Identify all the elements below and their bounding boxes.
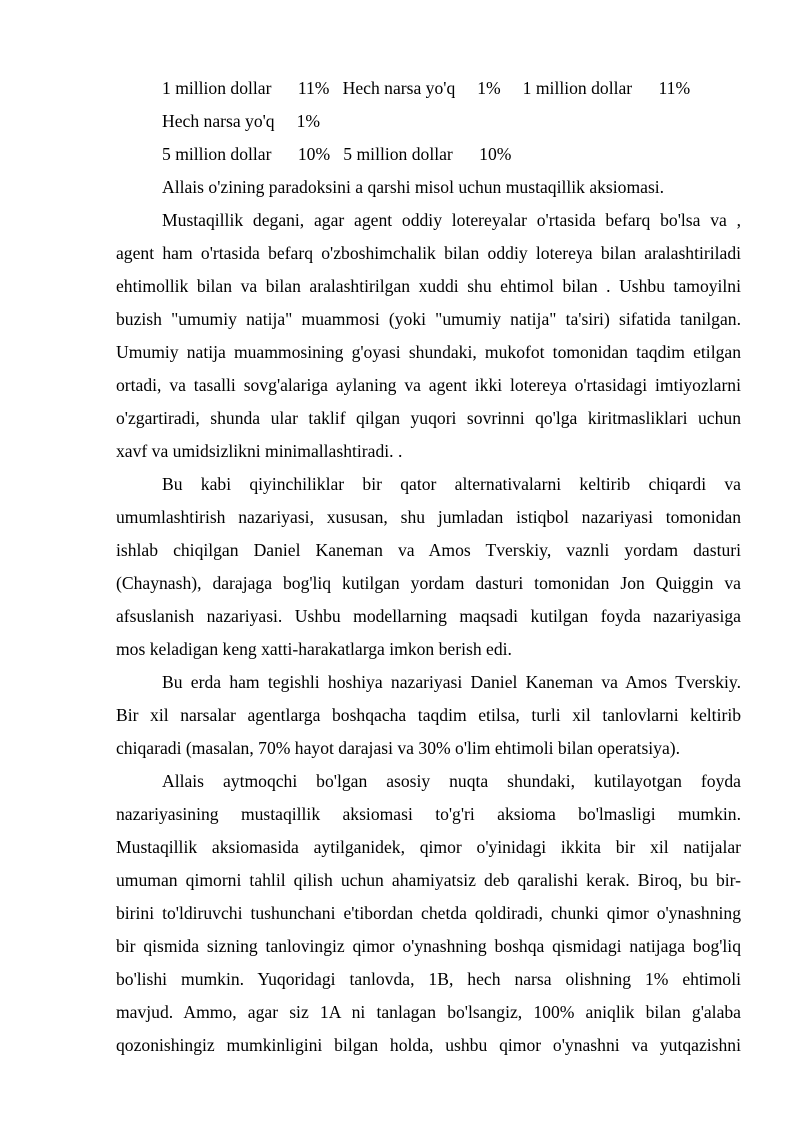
paragraph-line: nazariyasining mustaqillik aksiomasi to'g'ri aksioma bo'lmasligi mumkin. (116, 804, 741, 824)
paragraph-line: xavf va umidsizlikni minimallashtiradi. . (116, 441, 403, 461)
paragraph-line: buzish "umumiy natija" muammosi (yoki "umumiy natija" ta'siri) sifatida tanilgan. (116, 309, 741, 329)
paragraph-line: Bu erda ham tegishli hoshiya nazariyasi Daniel Kaneman va Amos Tverskiy. (162, 672, 741, 692)
paragraph-line: Mustaqillik aksiomasida aytilganidek, qimor o'yinidagi ikkita bir xil natijalar (116, 837, 741, 857)
paragraph-line: bo'lishi mumkin. Yuqoridagi tanlovda, 1B, hech narsa olishning 1% ehtimoli (116, 969, 741, 989)
paragraph-line: chiqaradi (masalan, 70% hayot darajasi va 30% o'lim ehtimoli bilan operatsiya). (116, 738, 681, 758)
paragraph-line: o'zgartiradi, shunda ular taklif qilgan yuqori sovrinni qo'lga kiritmasliklari uchun (116, 408, 741, 428)
paragraph-line: mos keladigan keng xatti-harakatlarga imkon berish edi. (116, 639, 512, 659)
paragraph-line: (Chaynash), darajaga bog'liq kutilgan yordam dasturi tomonidan Jon Quiggin va (116, 573, 741, 593)
paragraph-line: umuman qimorni tahlil qilish uchun ahamiyatsiz deb qaralishi kerak. Biroq, bu bir- (116, 870, 741, 890)
paragraph-line: Mustaqillik degani, agar agent oddiy lotereyalar o'rtasida befarq bo'lsa va , (162, 210, 741, 230)
table-row-1: 1 million dollar 11% Hech narsa yo'q 1% 1 million dollar 11% (162, 78, 691, 98)
paragraph-line: Allais aytmoqchi bo'lgan asosiy nuqta shundaki, kutilayotgan foyda (162, 771, 741, 791)
paragraph-line: mavjud. Ammo, agar siz 1A ni tanlagan bo'lsangiz, 100% aniqlik bilan g'alaba (116, 1002, 741, 1022)
paragraph-line: bir qismida sizning tanlovingiz qimor o'ynashning boshqa qismidagi natijaga bog'liq (116, 936, 741, 956)
paragraph-line: qozonishingiz mumkinligini bilgan holda, ushbu qimor o'ynashni va yutqazishni (116, 1035, 741, 1055)
paragraph-line: Allais o'zining paradoksini a qarshi misol uchun mustaqillik aksiomasi. (162, 177, 665, 197)
table-row-3: 5 million dollar 10% 5 million dollar 10% (162, 144, 512, 164)
paragraph-line: ortadi, va tasalli sovg'alariga aylaning va agent ikki lotereya o'rtasidagi imtiyozlarni (116, 375, 741, 395)
table-row-2: Hech narsa yo'q 1% (162, 111, 321, 131)
paragraph-line: Umumiy natija muammosining g'oyasi shundaki, mukofot tomonidan taqdim etilgan (116, 342, 741, 362)
paragraph-line: agent ham o'rtasida befarq o'zboshimchalik bilan oddiy lotereya bilan aralashtiriladi (116, 243, 741, 263)
paragraph-line: Bir xil narsalar agentlarga boshqacha taqdim etilsa, turli xil tanlovlarni keltirib (116, 705, 741, 725)
paragraph-line: afsuslanish nazariyasi. Ushbu modellarning maqsadi kutilgan foyda nazariyasiga (116, 606, 741, 626)
paragraph-line: ishlab chiqilgan Daniel Kaneman va Amos Tverskiy, vaznli yordam dasturi (116, 540, 741, 560)
paragraph-line: umumlashtirish nazariyasi, xususan, shu jumladan istiqbol nazariyasi tomonidan (116, 507, 741, 527)
paragraph-line: Bu kabi qiyinchiliklar bir qator alternativalarni keltirib chiqardi va (162, 474, 741, 494)
paragraph-line: ehtimollik bilan va bilan aralashtirilgan xuddi shu ehtimol bilan . Ushbu tamoyilni (116, 276, 741, 296)
paragraph-line: birini to'ldiruvchi tushunchani e'tibordan chetda qoldiradi, chunki qimor o'ynashning (116, 903, 741, 923)
